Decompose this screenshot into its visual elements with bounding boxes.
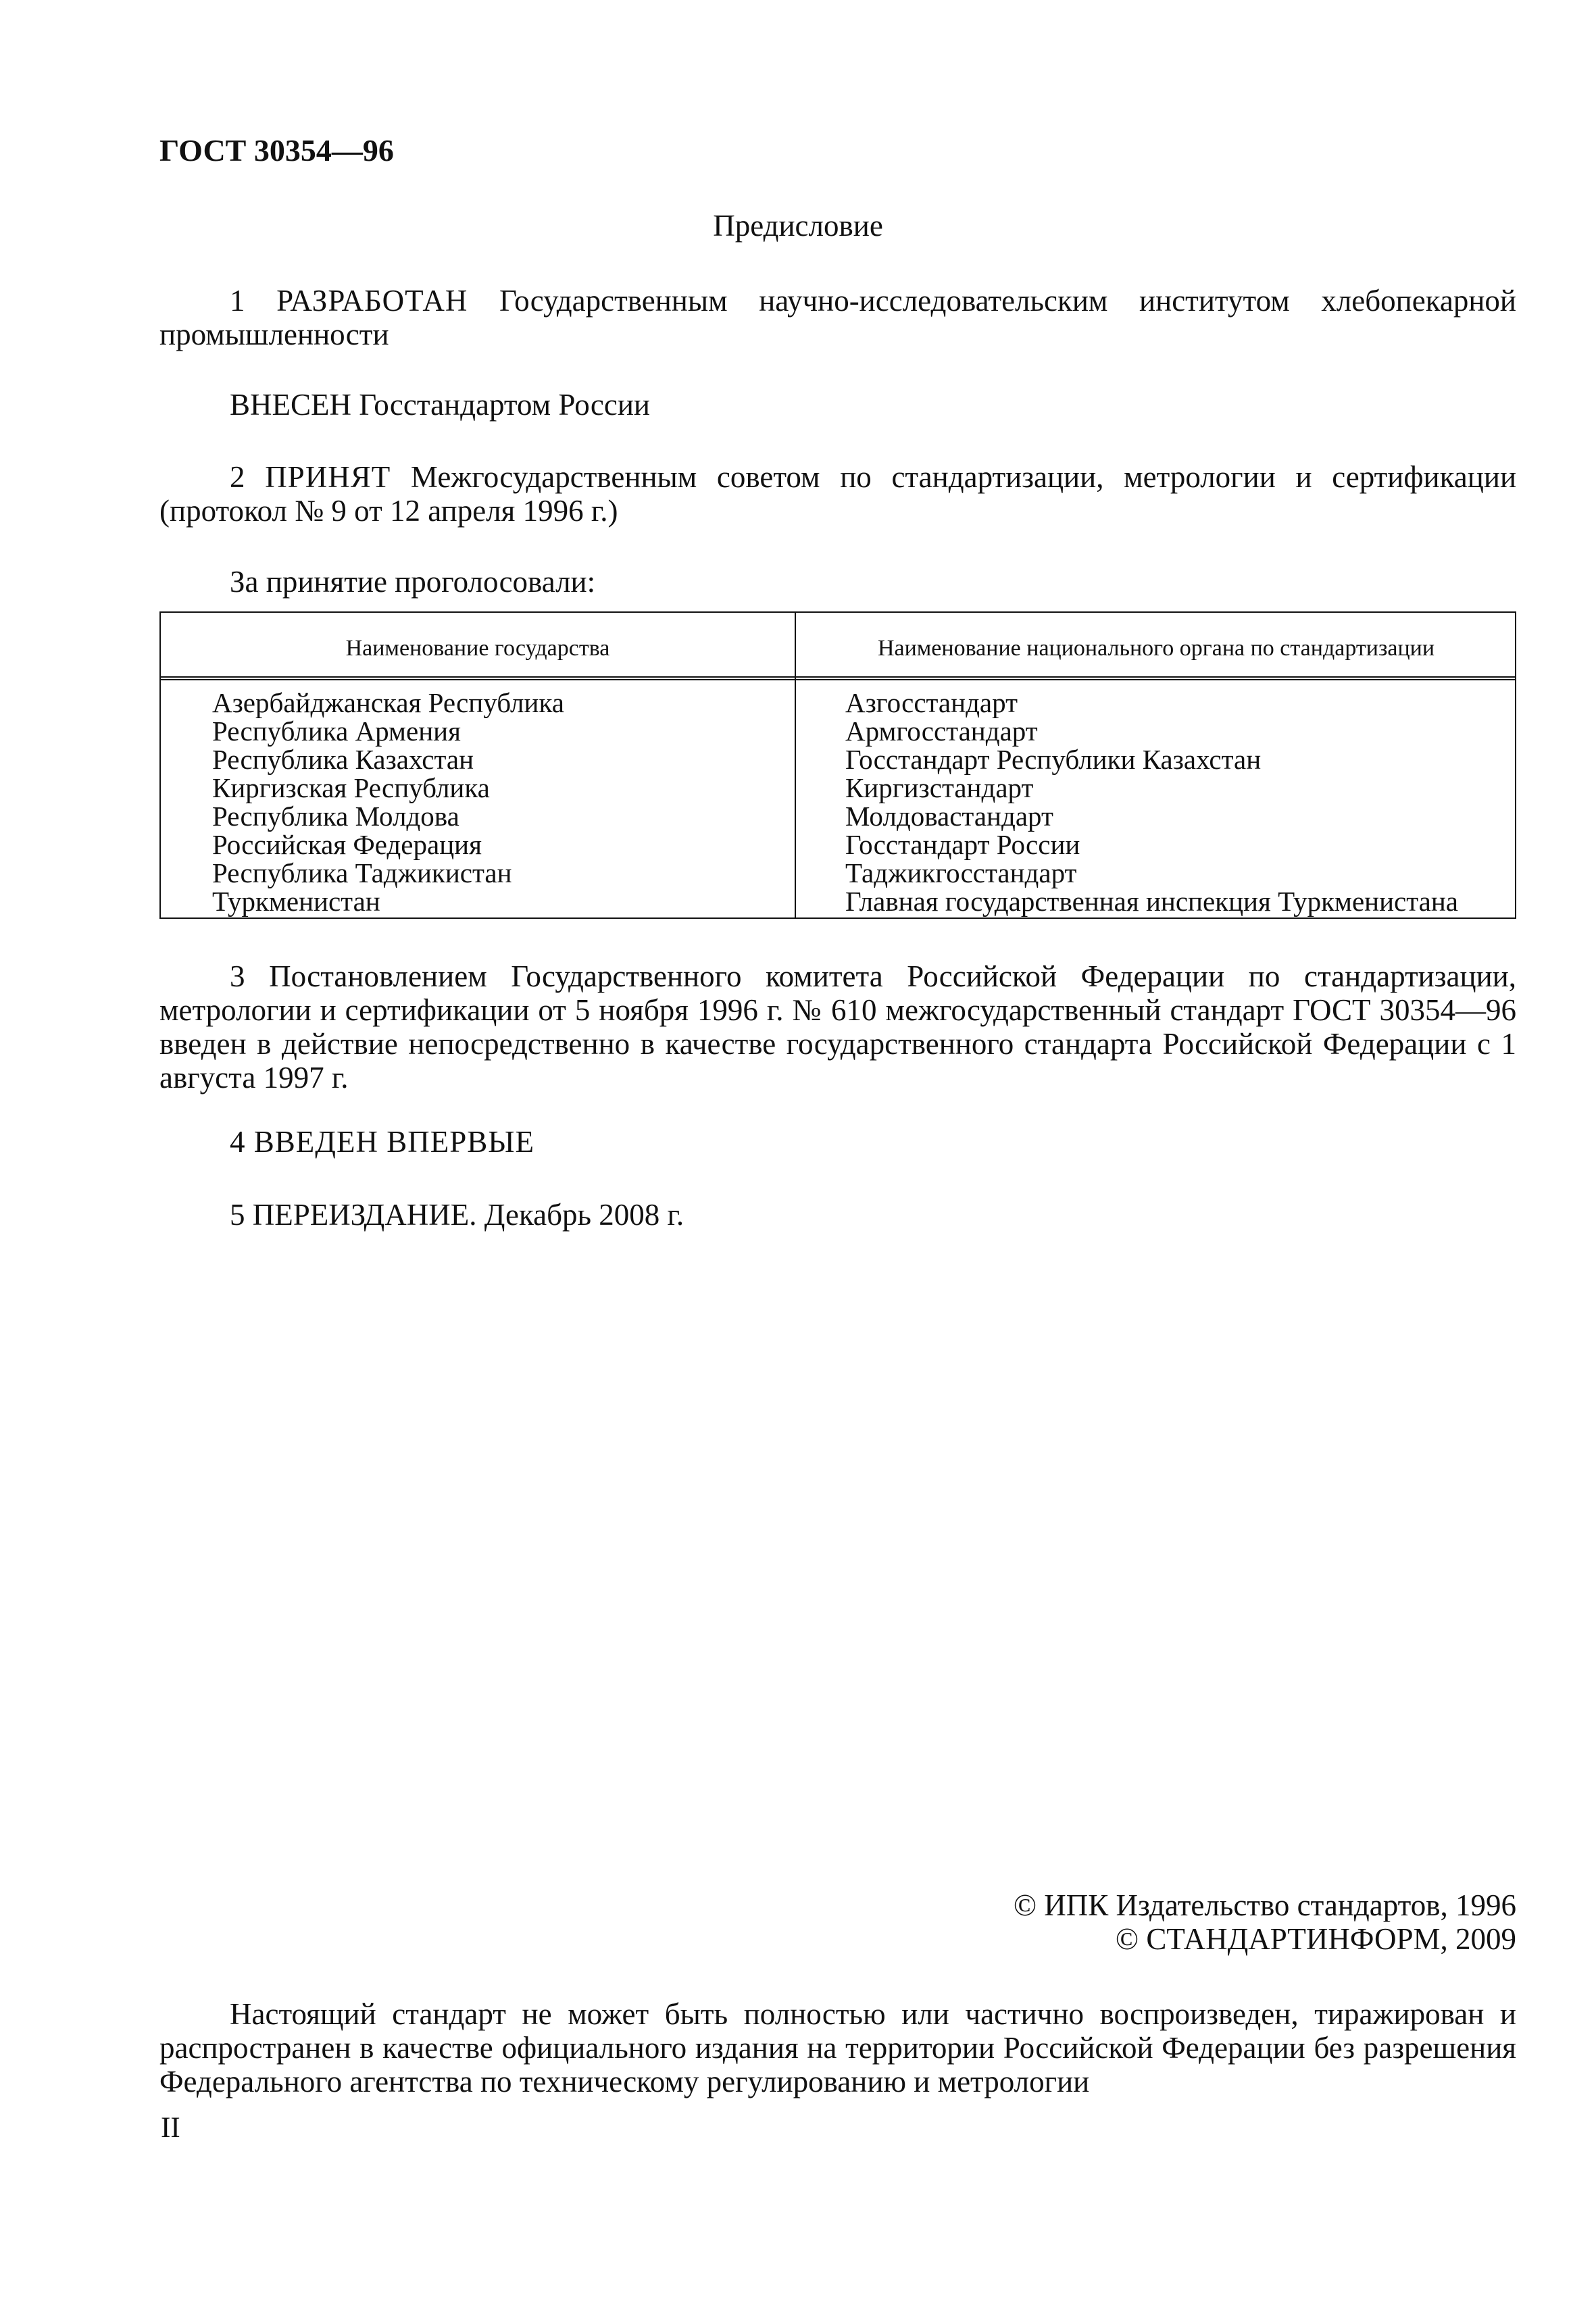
table-cell-state: Республика Таджикистан <box>212 857 512 888</box>
item-1-number: 1 <box>230 284 245 318</box>
table-cell-state: Туркменистан <box>212 886 380 917</box>
page-number: II <box>161 2112 180 2144</box>
table-header-national-body: Наименование национального органа по стандартизации <box>877 636 1435 661</box>
item-2-keyword: ПРИНЯТ <box>265 460 391 494</box>
table-cell-national-body: Армгосстандарт <box>845 715 1038 747</box>
table-cell-state: Республика Казахстан <box>212 744 474 775</box>
table-header-rule <box>161 676 1515 680</box>
table-cell-state: Республика Молдова <box>212 801 459 832</box>
table-column-states <box>212 688 564 915</box>
table-cell-national-body: Главная государственная инспекция Туркменистана <box>845 886 1458 917</box>
table-cell-national-body: Госстандарт Республики Казахстан <box>845 744 1262 775</box>
table-cell-national-body: Таджикгосстандарт <box>845 857 1077 888</box>
table-cell-state: Российская Федерация <box>212 829 482 860</box>
document-code-header: ГОСТ 30354—96 <box>159 133 394 168</box>
reproduction-notice <box>159 1997 1516 2098</box>
foreword-item-1 <box>159 284 1516 351</box>
table-cell-national-body: Азгосстандарт <box>845 687 1018 718</box>
table-cell-national-body: Киргизстандарт <box>845 772 1034 803</box>
table-cell-state: Азербайджанская Республика <box>212 687 564 718</box>
copyright-line-2: © СТАНДАРТИНФОРМ, 2009 <box>1115 1922 1516 1956</box>
vote-intro: За принятие проголосовали: <box>230 565 596 599</box>
item-3-text: 3 Постановлением Государственного комитета Российской Федерации по стандартизации, метрологии и сертификации от 5 ноября 1996 г. № 610 межгосударственный стандарт ГОСТ 30354—96 введен в действие непосредственно в качестве государственного стандарта Российской Федерации с 1 августа 1997 г. <box>159 959 1516 1095</box>
foreword-title: Предисловие <box>713 209 883 243</box>
table-column-national-bodies <box>845 688 1458 915</box>
table-cell-national-body: Госстандарт России <box>845 829 1080 860</box>
foreword-item-4: 4 ВВЕДЕН ВПЕРВЫЕ <box>230 1125 534 1159</box>
table-cell-state: Киргизская Республика <box>212 772 490 803</box>
item-1-keyword: РАЗРАБОТАН <box>276 284 468 318</box>
item-2-text: Межгосударственным советом по стандартизации, метрологии и сертификации (протокол № 9 от 12 апреля 1996 г.) <box>159 460 1517 528</box>
foreword-vnesen: ВНЕСЕН Госстандартом России <box>230 388 651 422</box>
voting-table <box>159 611 1516 919</box>
table-cell-national-body: Молдовастандарт <box>845 801 1053 832</box>
table-cell-state: Республика Армения <box>212 715 461 747</box>
foreword-item-3 <box>159 959 1516 1095</box>
copyright-line-1: © ИПК Издательство стандартов, 1996 <box>1013 1888 1516 1922</box>
notice-text: Настоящий стандарт не может быть полностью или частично воспроизведен, тиражирован и распространен в качестве официального издания на территории Российской Федерации без разрешения Федерального агентства по техническому регулированию и метрологии <box>159 1997 1516 2098</box>
table-header-state: Наименование государства <box>345 636 610 661</box>
foreword-item-2 <box>159 460 1516 528</box>
foreword-item-5: 5 ПЕРЕИЗДАНИЕ. Декабрь 2008 г. <box>230 1198 684 1232</box>
item-1-text: Государственным научно-исследовательским институтом хлебопекарной промышленности <box>159 284 1517 351</box>
item-2-number: 2 <box>230 460 245 494</box>
